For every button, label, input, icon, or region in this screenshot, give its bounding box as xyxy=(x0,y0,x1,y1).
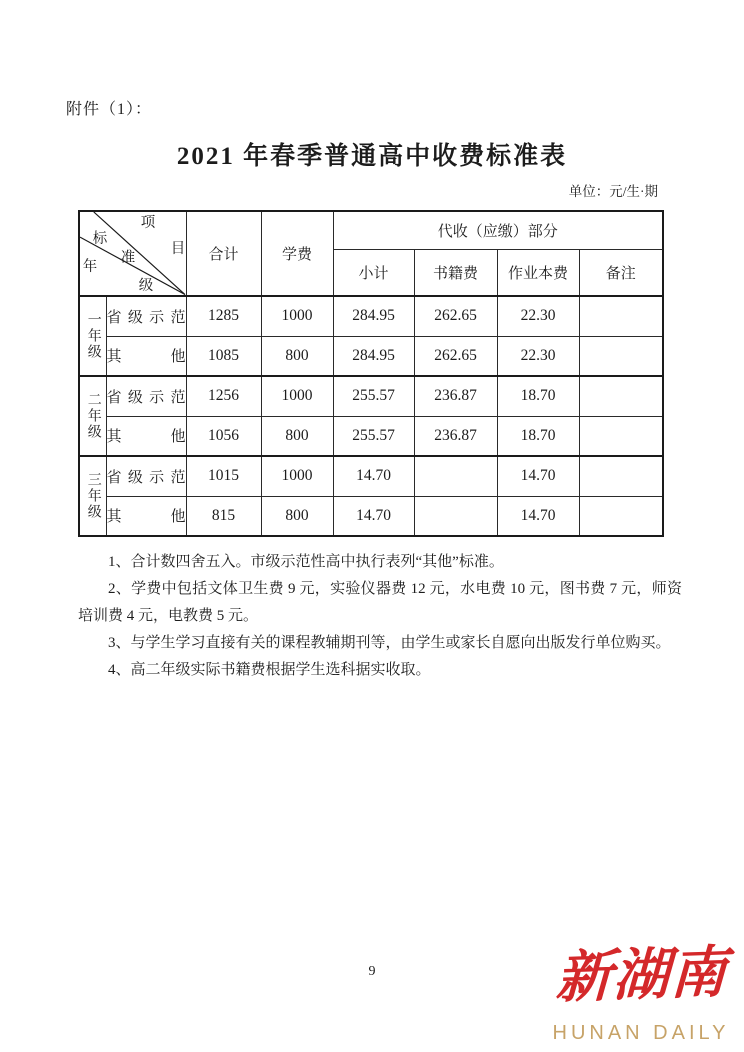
cell-workbook-fee: 14.70 xyxy=(497,496,579,536)
cell-tuition: 800 xyxy=(261,496,333,536)
note-item-2: 2、学费中包括文体卫生费 9 元，实验仪器费 12 元，水电费 10 元，图书费 7 元，师资培训费 4 元，电教费 5 元。 xyxy=(78,581,682,624)
header-collected-group: 代收（应缴）部分 xyxy=(333,211,663,249)
cell-subtotal: 255.57 xyxy=(333,376,414,416)
attachment-label: 附件（1）： xyxy=(66,101,153,118)
corner-label-grade-char1: 年 xyxy=(82,259,98,275)
category-cell: 其 他 xyxy=(106,496,186,536)
grade-cell-grade1: 一年级 xyxy=(79,296,106,376)
category-cell: 省级示范 xyxy=(106,376,186,416)
cell-book-fee: 236.87 xyxy=(414,376,497,416)
cell-remark xyxy=(579,456,663,496)
cell-subtotal: 14.70 xyxy=(333,496,414,536)
corner-label-item-char2: 目 xyxy=(170,241,186,257)
diagonal-header-cell xyxy=(79,211,186,296)
cell-workbook-fee: 18.70 xyxy=(497,376,579,416)
cell-workbook-fee: 22.30 xyxy=(497,296,579,336)
header-book-fee: 书籍费 xyxy=(414,249,497,296)
hunan-daily-logo xyxy=(546,933,736,1045)
table-row xyxy=(79,376,663,416)
cell-remark xyxy=(579,496,663,536)
cell-book-fee: 262.65 xyxy=(414,296,497,336)
header-tuition: 学费 xyxy=(261,211,333,296)
category-cell: 省级示范 xyxy=(106,296,186,336)
cell-tuition: 1000 xyxy=(261,376,333,416)
logo-english-wordmark: HUNAN DAILY xyxy=(552,1022,730,1044)
category-cell: 省级示范 xyxy=(106,456,186,496)
cell-workbook-fee: 14.70 xyxy=(497,456,579,496)
cell-remark xyxy=(579,296,663,336)
cell-workbook-fee: 22.30 xyxy=(497,336,579,376)
cell-total: 1056 xyxy=(186,416,261,456)
corner-label-standard-char2: 准 xyxy=(120,250,136,266)
table-row xyxy=(79,336,663,376)
note-item-4: 4、高二年级实际书籍费根据学生选科据实收取。 xyxy=(108,662,431,678)
header-subtotal: 小计 xyxy=(333,249,414,296)
category-cell: 其 他 xyxy=(106,336,186,376)
cell-total: 1285 xyxy=(186,296,261,336)
header-total: 合计 xyxy=(186,211,261,296)
cell-tuition: 1000 xyxy=(261,456,333,496)
cell-book-fee xyxy=(414,456,497,496)
page-title: 2021 年春季普通高中收费标准表 xyxy=(176,143,568,170)
cell-book-fee: 236.87 xyxy=(414,416,497,456)
cell-total: 1085 xyxy=(186,336,261,376)
corner-label-standard-char1: 标 xyxy=(92,231,108,247)
header-remark: 备注 xyxy=(579,249,663,296)
grade-cell-grade3: 三年级 xyxy=(79,456,106,536)
note-item-3: 3、与学生学习直接有关的课程教辅期刊等，由学生或家长自愿向出版发行单位购买。 xyxy=(108,635,671,651)
cell-subtotal: 255.57 xyxy=(333,416,414,456)
cell-total: 1256 xyxy=(186,376,261,416)
unit-label: 单位：元/生·期 xyxy=(568,184,658,199)
cell-book-fee: 262.65 xyxy=(414,336,497,376)
table-row xyxy=(79,296,663,336)
table-row xyxy=(79,416,663,456)
logo-chinese-calligraphy: 新湖南 xyxy=(554,942,728,1010)
header-workbook-fee: 作业本费 xyxy=(497,249,579,296)
fee-table xyxy=(78,210,664,537)
corner-label-grade-char2: 级 xyxy=(138,278,154,294)
cell-subtotal: 14.70 xyxy=(333,456,414,496)
cell-total: 1015 xyxy=(186,456,261,496)
table-row xyxy=(79,496,663,536)
page-number: 9 xyxy=(368,964,376,979)
cell-remark xyxy=(579,336,663,376)
cell-subtotal: 284.95 xyxy=(333,336,414,376)
grade-cell-grade2: 二年级 xyxy=(79,376,106,456)
cell-total: 815 xyxy=(186,496,261,536)
table-row xyxy=(79,456,663,496)
cell-book-fee xyxy=(414,496,497,536)
cell-tuition: 1000 xyxy=(261,296,333,336)
cell-remark xyxy=(579,416,663,456)
cell-subtotal: 284.95 xyxy=(333,296,414,336)
corner-label-item-char1: 项 xyxy=(140,215,156,231)
note-item-1: 1、合计数四舍五入。市级示范性高中执行表列“其他”标准。 xyxy=(108,554,504,570)
category-cell: 其 他 xyxy=(106,416,186,456)
notes-section xyxy=(78,549,682,684)
cell-workbook-fee: 18.70 xyxy=(497,416,579,456)
cell-remark xyxy=(579,376,663,416)
cell-tuition: 800 xyxy=(261,416,333,456)
cell-tuition: 800 xyxy=(261,336,333,376)
